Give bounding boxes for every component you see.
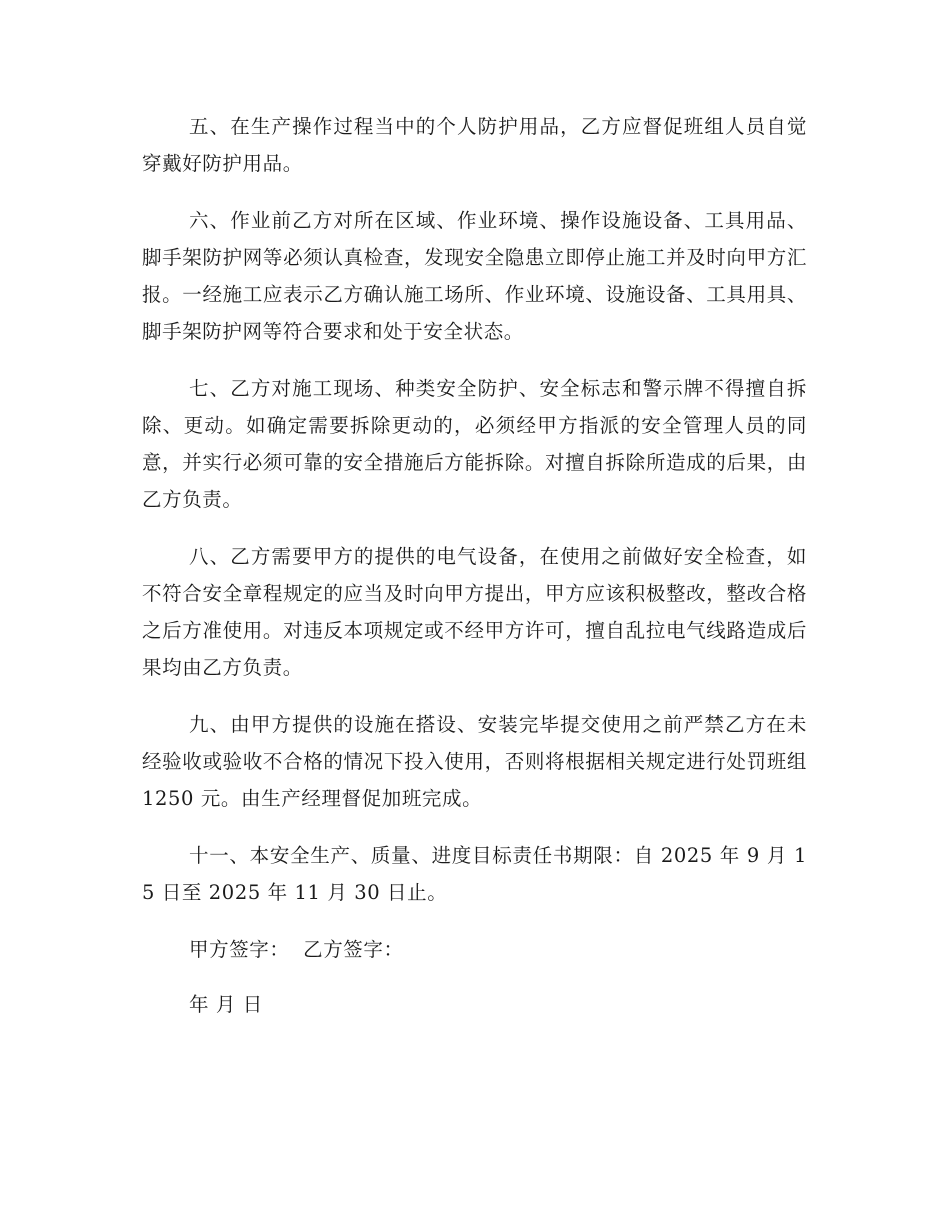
paragraph-9: 九、由甲方提供的设施在搭设、安装完毕提交使用之前严禁乙方在未经验收或验收不合格的情况下投入使用，否则将根据相关规定进行处罚班组 1250 元。由生产经理督促加班完成。 — [142, 713, 807, 810]
paragraph-5: 五、在生产操作过程当中的个人防护用品，乙方应督促班组人员自觉穿戴好防护用品。 — [142, 115, 807, 175]
document-page — [142, 108, 807, 1041]
paragraph-7: 七、乙方对施工现场、种类安全防护、安全标志和警示牌不得擅自拆除、更动。如确定需要拆除更动的，必须经甲方指派的安全管理人员的同意，并实行必须可靠的安全措施后方能拆除。对擅自拆除所造成的后果，由乙方负责。 — [142, 377, 807, 511]
paragraph-6: 六、作业前乙方对所在区域、作业环境、操作设施设备、工具用品、脚手架防护网等必须认真检查，发现安全隐患立即停止施工并及时向甲方汇报。一经施工应表示乙方确认施工场所、作业环境、设施设备、工具用具、脚手架防护网等符合要求和处于安全状态。 — [142, 209, 807, 343]
date-line: 年 月 日 — [189, 993, 263, 1016]
paragraph-11: 十一、本安全生产、质量、进度目标责任书期限：自 2025 年 9 月 15 日至 2025 年 11 月 30 日止。 — [142, 844, 807, 904]
signature-line: 甲方签字： 乙方签字： — [189, 938, 404, 961]
paragraph-8: 八、乙方需要甲方的提供的电气设备，在使用之前做好安全检查，如不符合安全章程规定的应当及时向甲方提出，甲方应该积极整改，整改合格之后方准使用。对违反本项规定或不经甲方许可，擅自乱拉电气线路造成后果均由乙方负责。 — [142, 545, 807, 679]
